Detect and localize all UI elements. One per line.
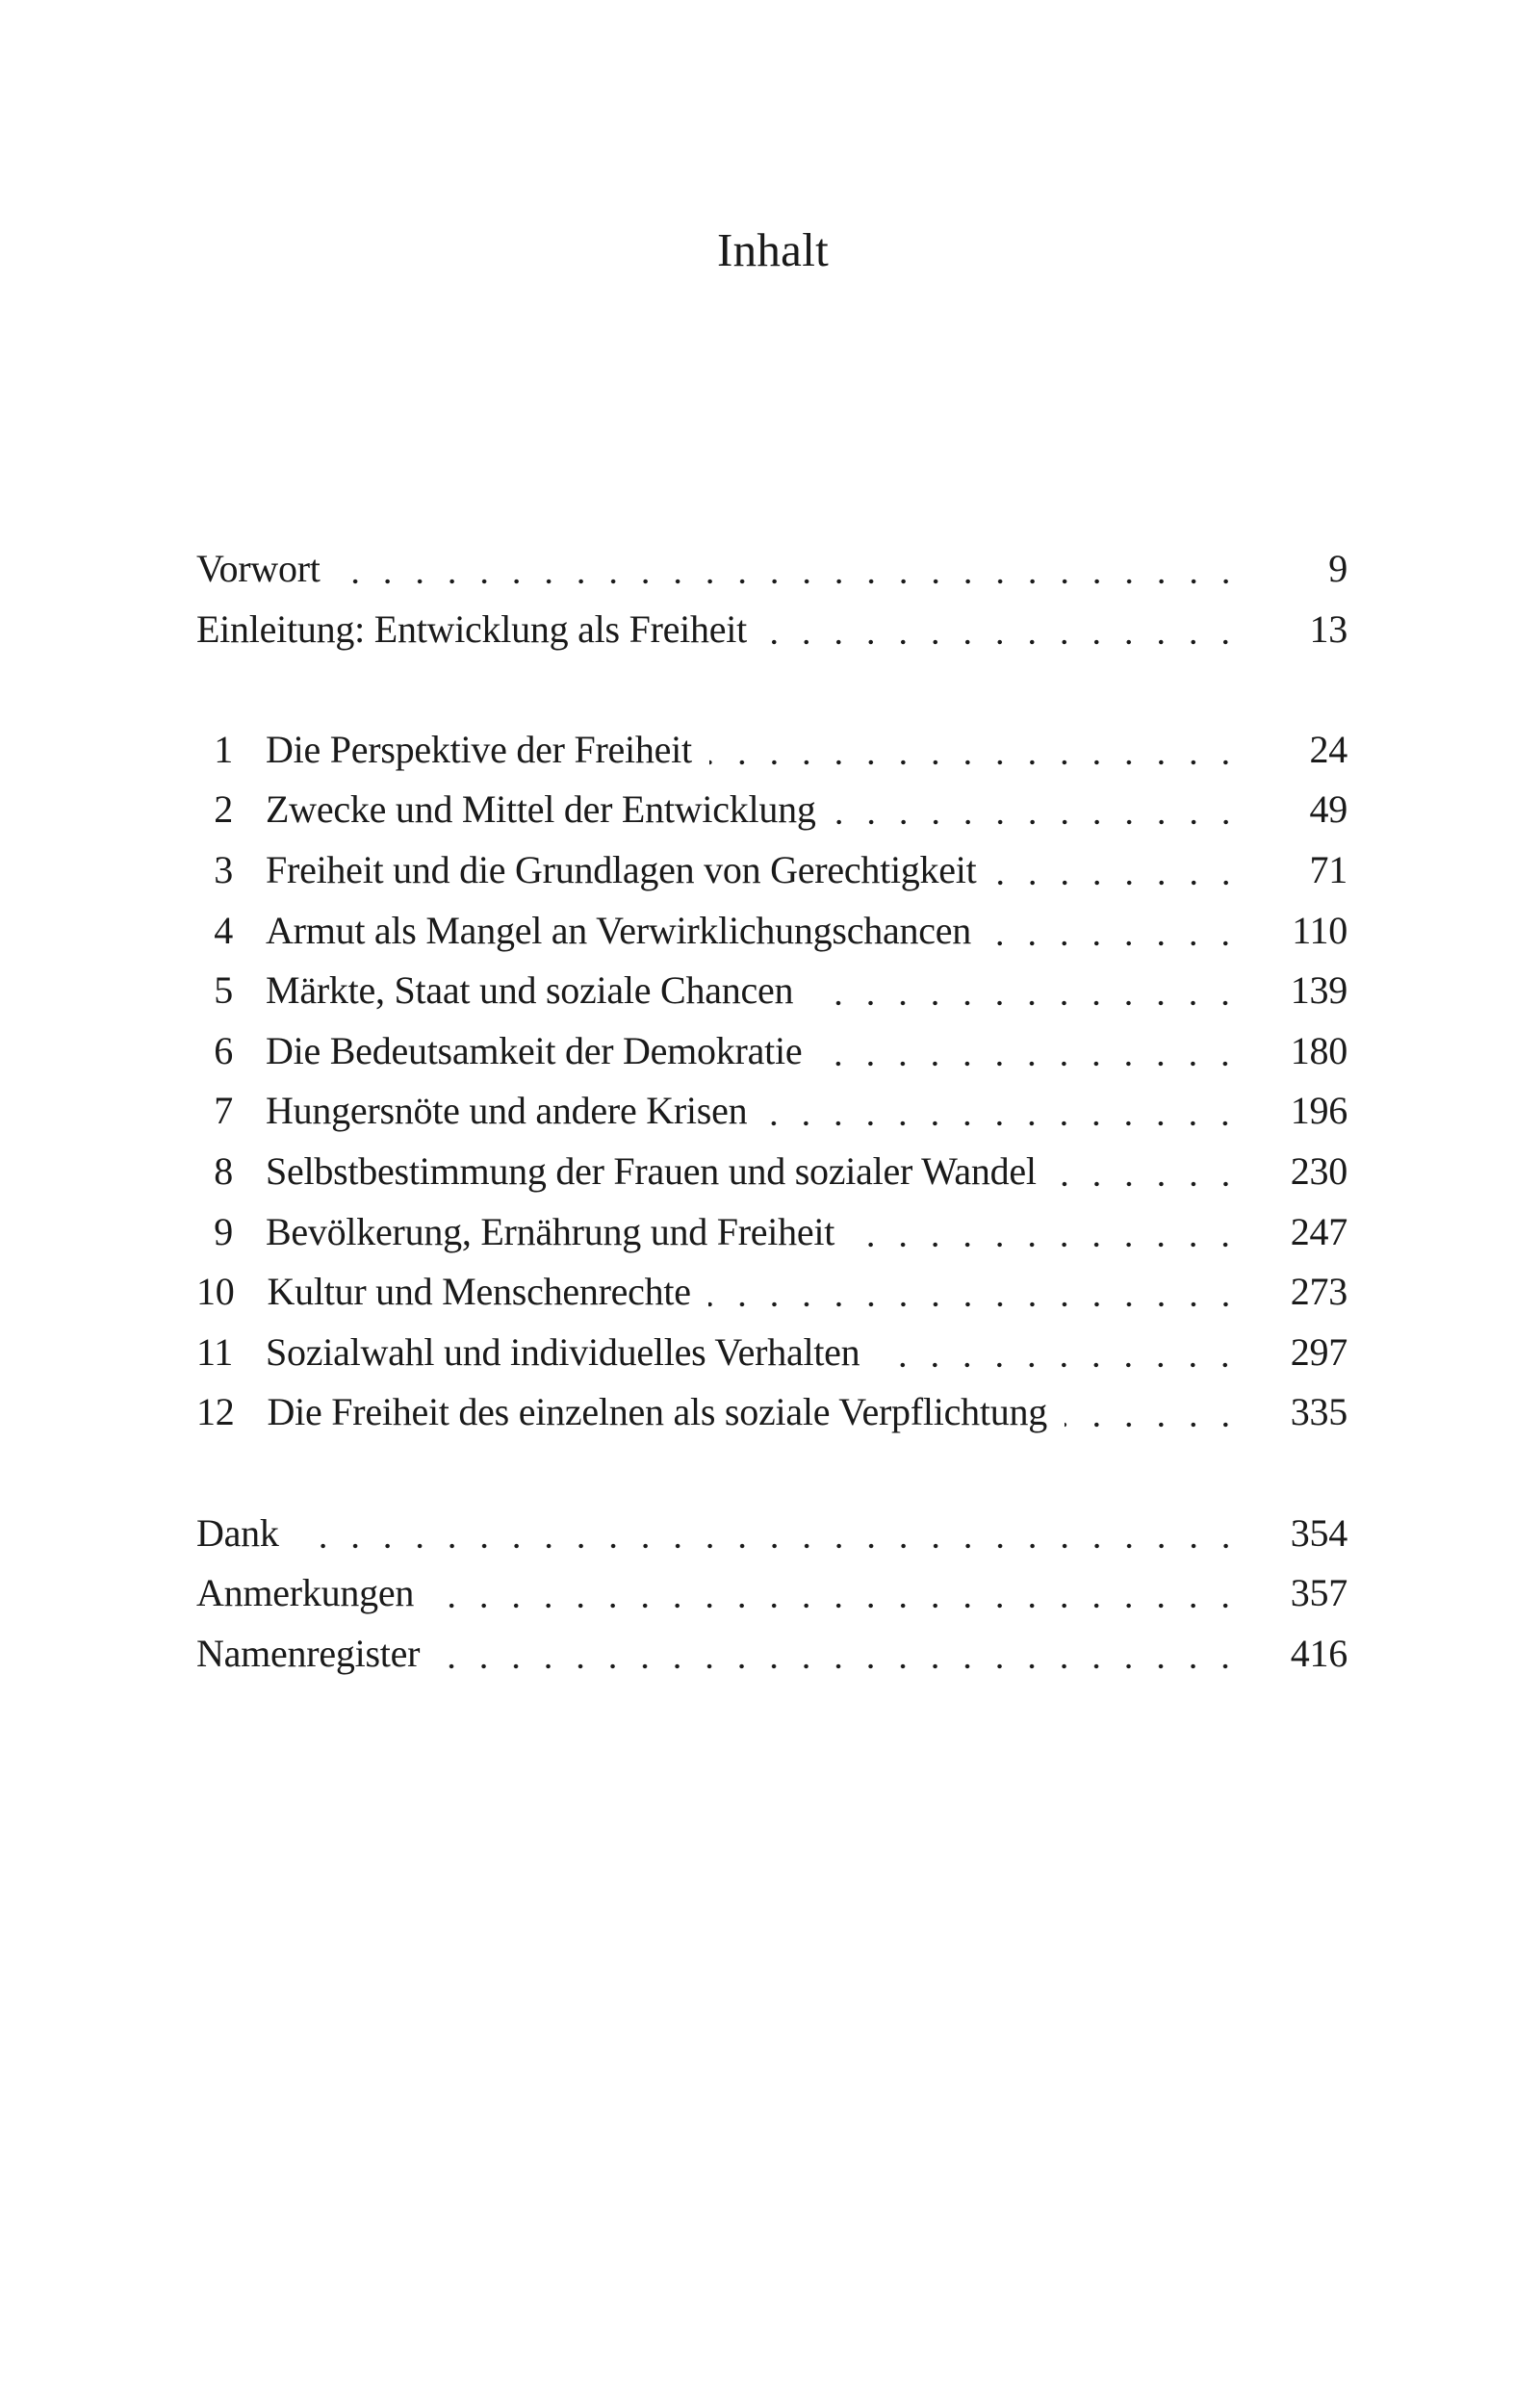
chapter-page: 297: [1290, 1329, 1348, 1374]
chapter-title: Hungersnöte und andere Krisen: [266, 1089, 748, 1133]
chapter-number: 4: [214, 908, 233, 952]
toc-chapter-6[interactable]: [196, 1021, 1348, 1082]
dot-leader: [764, 600, 1242, 660]
dot-leader: [994, 840, 1242, 901]
dot-leader: [709, 720, 1242, 781]
chapter-title: Armut als Mangel an Verwirklichungschancen: [266, 908, 971, 952]
chapter-page: 273: [1290, 1270, 1348, 1314]
toc-entry-page: 354: [1290, 1510, 1348, 1555]
dot-leader: [296, 1504, 1242, 1564]
dot-leader: [764, 1081, 1242, 1142]
chapter-number: 11: [196, 1329, 234, 1374]
toc-chapter-7[interactable]: [196, 1081, 1348, 1142]
section-spacer: [196, 1443, 1348, 1504]
toc-chapter-10[interactable]: [196, 1262, 1348, 1323]
toc-entry-page: 9: [1328, 547, 1348, 590]
toc-chapter-1[interactable]: [196, 720, 1348, 781]
toc-chapter-8[interactable]: [196, 1142, 1348, 1202]
chapter-number: 9: [214, 1209, 233, 1253]
chapter-title: Zwecke und Mittel der Entwicklung: [266, 787, 816, 832]
chapter-title: Bevölkerung, Ernährung und Freiheit: [266, 1209, 835, 1253]
toc-entry-page: 13: [1309, 606, 1348, 651]
toc-chapter-4[interactable]: [196, 901, 1348, 962]
chapter-number: 12: [196, 1390, 235, 1434]
toc-chapter-5[interactable]: [196, 961, 1348, 1021]
chapter-page: 71: [1309, 847, 1348, 891]
chapter-page: 110: [1292, 908, 1348, 952]
toc-entry-vorwort[interactable]: [196, 539, 1348, 600]
dot-leader: [877, 1323, 1242, 1383]
dot-leader: [988, 901, 1242, 962]
chapter-title: Sozialwahl und individuelles Verhalten: [266, 1329, 860, 1374]
chapter-title: Die Bedeutsamkeit der Demokratie: [266, 1028, 803, 1072]
chapter-page: 247: [1290, 1209, 1348, 1253]
toc-entry-title: Dank: [196, 1510, 279, 1555]
chapter-title: Kultur und Menschenrechte: [267, 1270, 691, 1314]
chapter-page: 24: [1309, 727, 1348, 771]
toc-chapter-12[interactable]: [196, 1382, 1348, 1443]
toc-entry-page: 357: [1290, 1571, 1348, 1615]
chapter-page: 335: [1290, 1390, 1348, 1434]
dot-leader: [810, 961, 1242, 1021]
chapter-page: 180: [1290, 1028, 1348, 1072]
chapter-title: Selbstbestimmung der Frauen und sozialer Wandel: [266, 1148, 1037, 1193]
page-title: Inhalt: [716, 223, 830, 276]
dot-leader: [819, 1021, 1242, 1082]
toc-entry-anmerkungen[interactable]: [196, 1563, 1348, 1624]
chapter-title: Die Perspektive der Freiheit: [266, 727, 692, 771]
dot-leader: [834, 780, 1242, 840]
chapter-page: 49: [1309, 787, 1348, 832]
dot-leader: [1065, 1382, 1242, 1443]
chapter-title: Märkte, Staat und soziale Chancen: [266, 968, 794, 1013]
dot-leader: [437, 1624, 1242, 1685]
toc-entry-title: Einleitung: Entwicklung als Freiheit: [196, 606, 748, 651]
chapter-number: 5: [214, 968, 233, 1013]
toc-chapter-2[interactable]: [196, 780, 1348, 840]
chapter-title: Freiheit und die Grundlagen von Gerechtigkeit: [266, 847, 977, 891]
toc-entry-dank[interactable]: [196, 1504, 1348, 1564]
toc-chapter-3[interactable]: [196, 840, 1348, 901]
chapter-number: 3: [214, 847, 233, 891]
toc-entry-einleitung[interactable]: [196, 600, 1348, 660]
chapter-page: 139: [1290, 968, 1348, 1013]
section-spacer: [196, 659, 1348, 720]
toc-entry-title: Namenregister: [196, 1631, 421, 1675]
chapter-number: 6: [214, 1028, 233, 1072]
toc-chapter-9[interactable]: [196, 1202, 1348, 1263]
chapter-number: 2: [214, 787, 233, 832]
chapter-number: 8: [214, 1148, 233, 1193]
table-of-contents: [196, 539, 1348, 1684]
dot-leader: [431, 1563, 1242, 1624]
dot-leader: [708, 1262, 1242, 1323]
dot-leader: [338, 539, 1242, 600]
toc-entry-namenregister[interactable]: [196, 1624, 1348, 1685]
chapter-number: 1: [214, 727, 233, 771]
dot-leader: [1054, 1142, 1242, 1202]
chapter-page: 196: [1290, 1089, 1348, 1133]
toc-entry-page: 416: [1290, 1631, 1348, 1675]
chapter-number: 10: [196, 1270, 235, 1314]
chapter-number: 7: [214, 1089, 233, 1133]
toc-entry-title: Anmerkungen: [196, 1571, 415, 1615]
toc-entry-title: Vorwort: [196, 547, 321, 590]
dot-leader: [852, 1202, 1242, 1263]
chapter-page: 230: [1290, 1148, 1348, 1193]
chapter-title: Die Freiheit des einzelnen als soziale Verpflichtung: [267, 1390, 1047, 1434]
toc-chapter-11[interactable]: [196, 1323, 1348, 1383]
